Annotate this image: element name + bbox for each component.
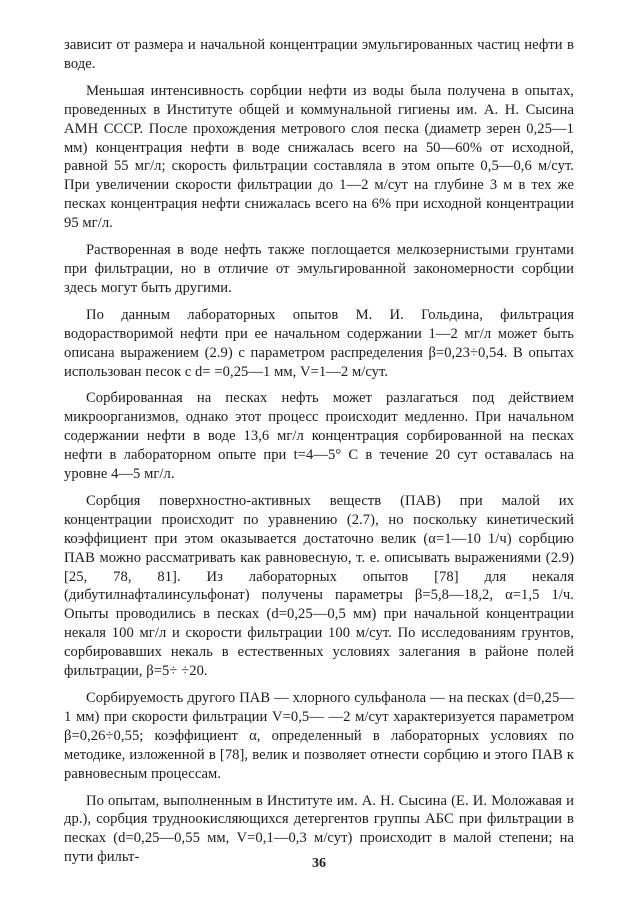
- paragraph-goldin-experiments: По данным лабораторных опытов М. И. Гольдина, фильтрация водорастворимой нефти при ее начальном содержании 1—2 мг/л может быть описана выражением (2.9) с параметром распределения β=0,23÷0,54. В опытах использован песок с d= =0,25—1 мм, V=1—2 м/сут.: [64, 306, 574, 380]
- paragraph-continuation: зависит от размера и начальной концентрации эмульгированных частиц нефти в воде.: [64, 37, 574, 72]
- page-number: 36: [312, 856, 326, 871]
- paragraph-abs-detergents: По опытам, выполненным в Институте им. А. Н. Сысина (Е. И. Моложавая и др.), сорбция трудноокисляющихся детергентов группы АБС при фильтрации в песках (d=0,25—0,55 мм, V=0,1—0,3 м/сут) происходит в малой степени; на пути фильт-: [64, 792, 574, 866]
- paragraph-microorganisms: Сорбированная на песках нефть может разлагаться под действием микроорганизмов, однако этот процесс происходит медленно. При начальном содержании нефти в воде 13,6 мг/л концентрация сорбированной на песках нефти в лабораторном опыте при t=4—5° С в течение 20 сут оставалась на уровне 4—5 мг/л.: [64, 390, 574, 483]
- paragraph-surfactant-sorption: Сорбция поверхностно-активных веществ (ПАВ) при малой их концентрации происходит по уравнению (2.7), но поскольку кинетический коэффициент при этом оказывается достаточно велик (α=1—10 1/ч) сорбцию ПАВ можно рассматривать как равновесную, т. е. описывать выражениями (2.9) [25, 78, 81]. Из лабораторных опытов [78] для некаля (дибутилнафталинсульфонат) получены параметры β=5,8—18,2, α=1,5 1/ч. Опыты проводились в песках (d=0,25—0,5 мм) при начальной концентрации некаля 100 мг/л и скорости фильтрации 100 м/сут. По исследованиям грунтов, сорбировавших некаль в естественных условиях залегания в районе полей фильтрации, β=5÷ ÷20.: [64, 492, 574, 680]
- book-page: [64, 36, 574, 876]
- paragraph-sorption-intensity: Меньшая интенсивность сорбции нефти из воды была получена в опытах, проведенных в Институте общей и коммунальной гигиены им. А. Н. Сысина АМН СССР. После прохождения метрового слоя песка (диаметр зерен 0,25—1 мм) концентрация нефти в воде снижалась всего на 50—60% от исходной, равной 55 мг/л; скорость фильтрации составляла в этом опыте 0,5—0,6 м/сут. При увеличении скорости фильтрации до 1—2 м/сут на глубине 3 м в тех же песках концентрация нефти снижалась всего на 6% при исходной концентрации 95 мг/л.: [64, 82, 574, 232]
- paragraph-dissolved-oil: Растворенная в воде нефть также поглощается мелкозернистыми грунтами при фильтрации, но в отличие от эмульгированной закономерности сорбции здесь могут быть другими.: [64, 242, 574, 296]
- paragraph-chlorine-sulfanol: Сорбируемость другого ПАВ — хлорного сульфанола — на песках (d=0,25—1 мм) при скорости фильтрации V=0,5— —2 м/сут характеризуется параметром β=0,26÷0,55; коэффициент α, определенный в лабораторных условиях по методике, изложенной в [78], велик и позволяет отнести сорбцию и этого ПАВ к равновесным процессам.: [64, 690, 574, 782]
